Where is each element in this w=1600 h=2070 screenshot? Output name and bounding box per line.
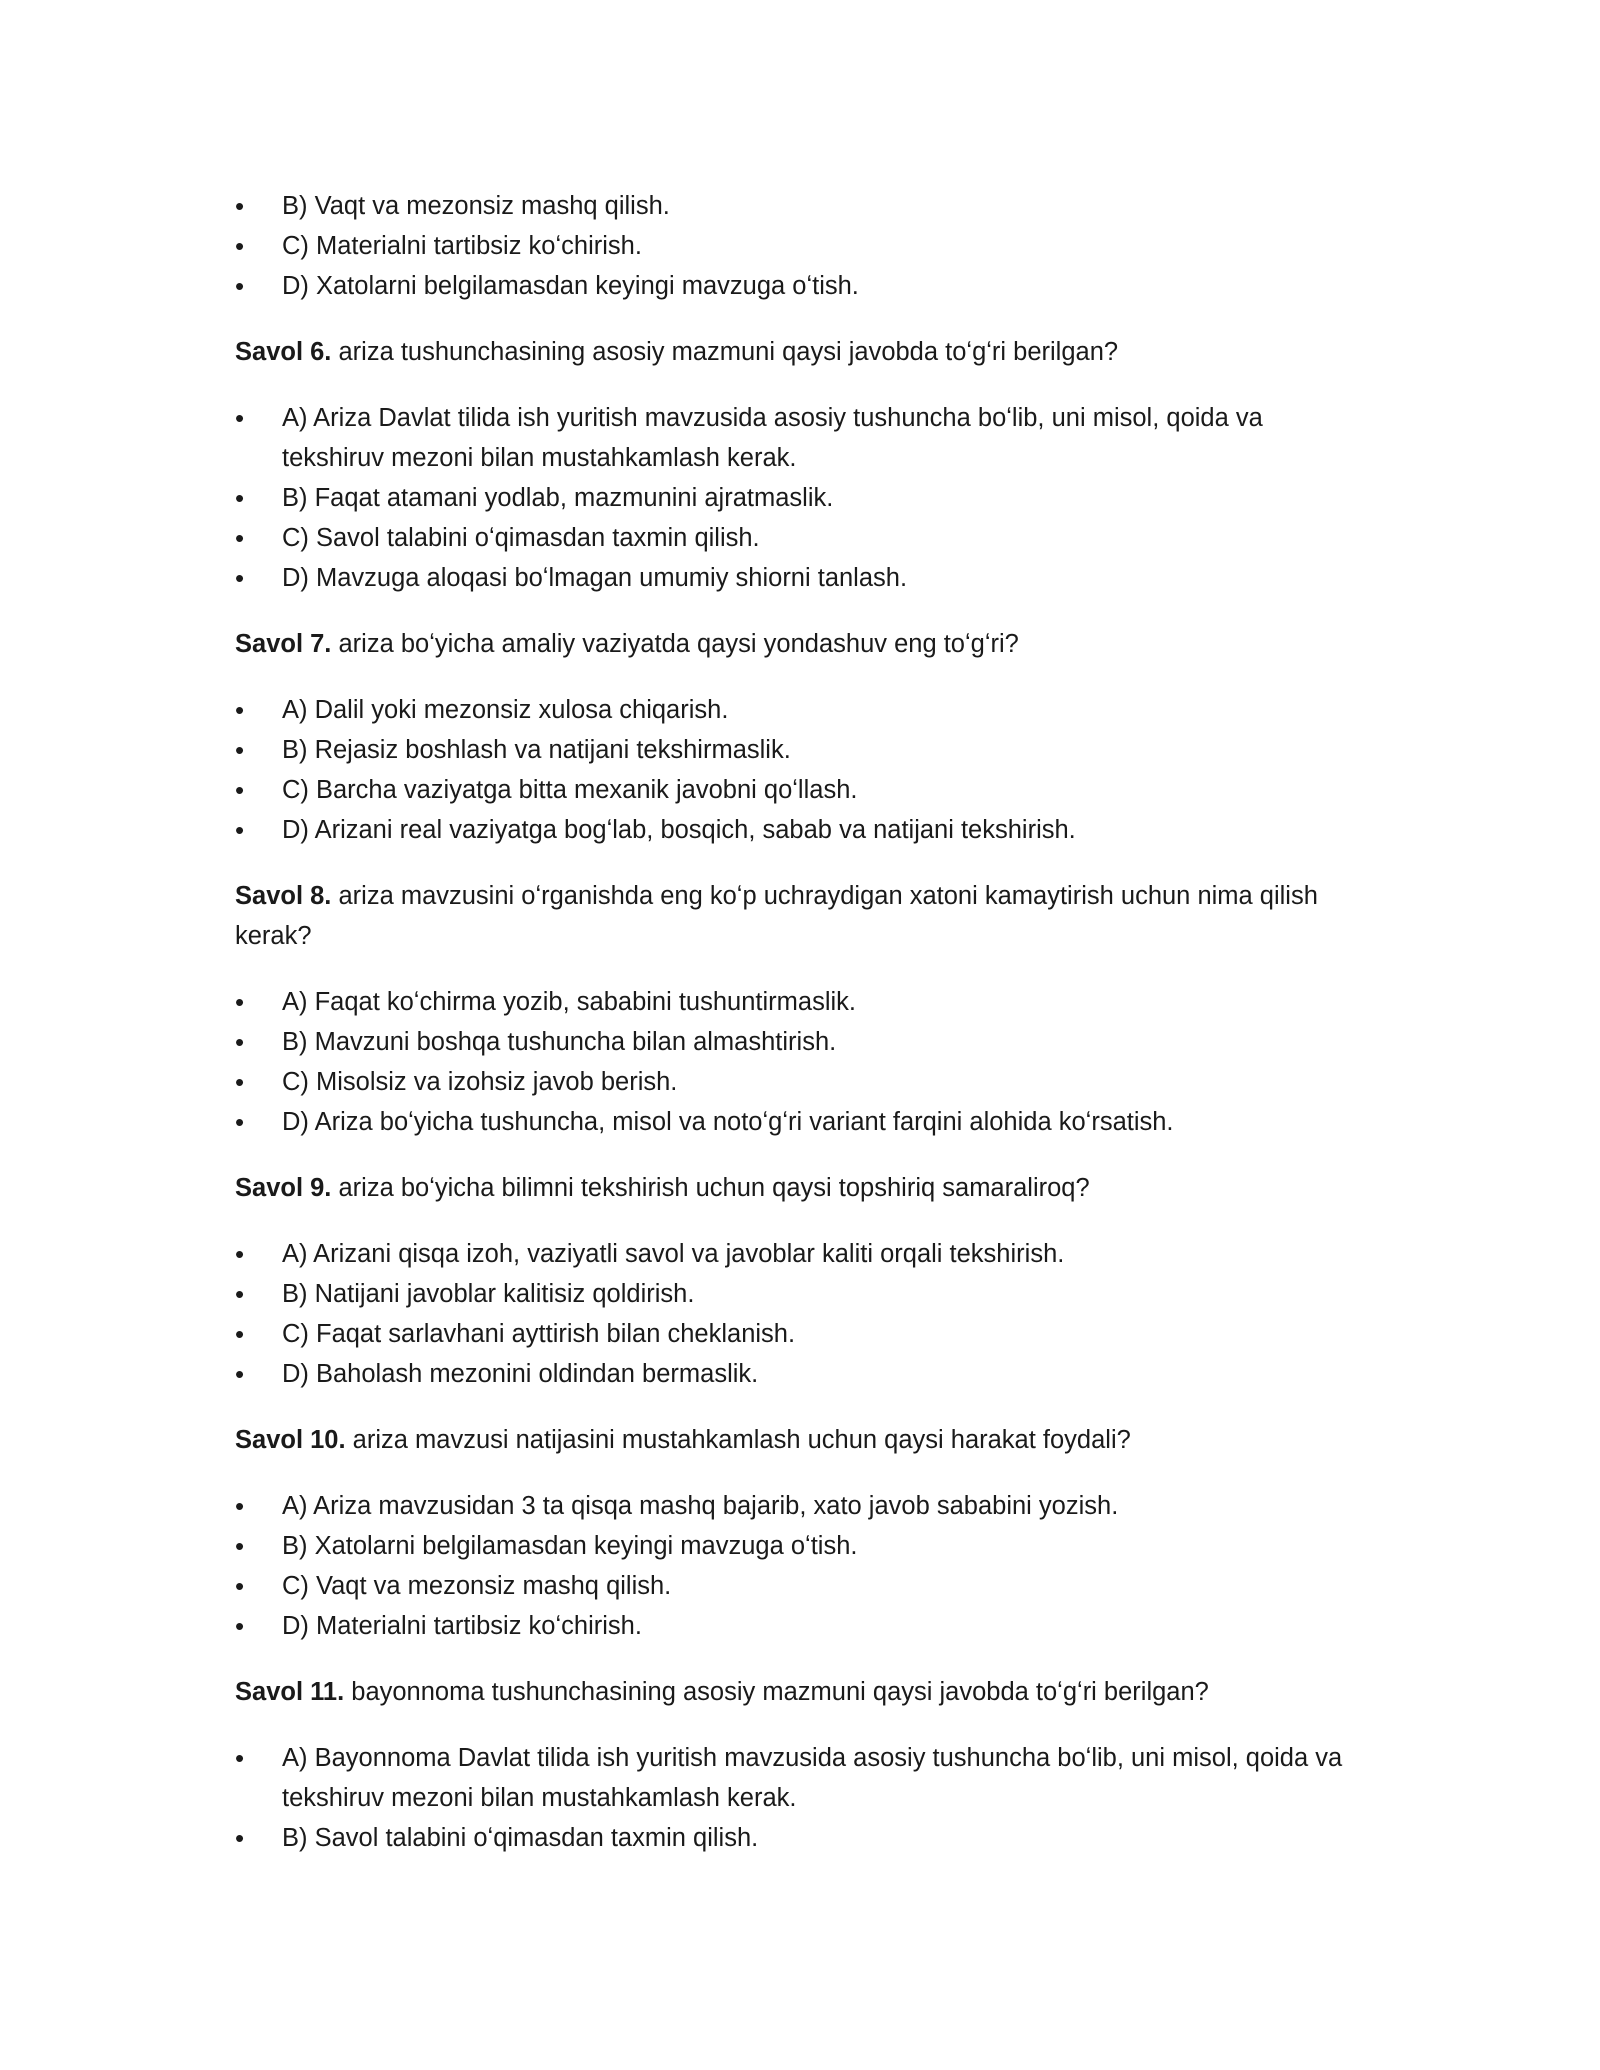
bullet-icon: • bbox=[235, 191, 245, 221]
list-item bbox=[235, 226, 1365, 266]
option-text: D) Arizani real vaziyatga bogʻlab, bosqich, sabab va natijani tekshirish. bbox=[282, 816, 1076, 844]
bullet-icon: • bbox=[235, 695, 245, 725]
bullet-icon: • bbox=[235, 1611, 245, 1641]
option-text: A) Bayonnoma Davlat tilida ish yuritish mavzusida asosiy tushuncha boʻlib, uni misol, qoida va tekshiruv mezoni bilan mustahkamlash kerak. bbox=[282, 1744, 1343, 1812]
option-text: B) Rejasiz boshlash va natijani tekshirmaslik. bbox=[282, 736, 791, 764]
list-item bbox=[235, 558, 1365, 598]
bullet-icon: • bbox=[235, 231, 245, 261]
bullet-icon: • bbox=[235, 1359, 245, 1389]
list-item bbox=[235, 1526, 1365, 1566]
option-text: A) Arizani qisqa izoh, vaziyatli savol va javoblar kaliti orqali tekshirish. bbox=[282, 1240, 1065, 1268]
question-7 bbox=[235, 624, 1365, 664]
list-item bbox=[235, 1738, 1365, 1818]
document-body bbox=[235, 186, 1365, 1858]
list-item bbox=[235, 398, 1365, 478]
question-label: Savol 8. bbox=[235, 882, 332, 910]
question-8 bbox=[235, 876, 1365, 956]
question-label: Savol 11. bbox=[235, 1678, 345, 1706]
option-text: C) Vaqt va mezonsiz mashq qilish. bbox=[282, 1572, 672, 1600]
bullet-icon: • bbox=[235, 775, 245, 805]
bullet-icon: • bbox=[235, 735, 245, 765]
list-item bbox=[235, 478, 1365, 518]
option-text: C) Barcha vaziyatga bitta mexanik javobni qoʻllash. bbox=[282, 776, 858, 804]
option-text: D) Ariza boʻyicha tushuncha, misol va notoʻgʻri variant farqini alohida koʻrsatish. bbox=[282, 1108, 1174, 1136]
bullet-icon: • bbox=[235, 1491, 245, 1521]
option-text: B) Xatolarni belgilamasdan keyingi mavzuga oʻtish. bbox=[282, 1532, 858, 1560]
bullet-icon: • bbox=[235, 815, 245, 845]
bullet-icon: • bbox=[235, 1239, 245, 1269]
list-item bbox=[235, 1314, 1365, 1354]
bullet-icon: • bbox=[235, 563, 245, 593]
question-label: Savol 6. bbox=[235, 338, 332, 366]
option-text: C) Materialni tartibsiz koʻchirish. bbox=[282, 232, 642, 260]
option-text: D) Mavzuga aloqasi boʻlmagan umumiy shiorni tanlash. bbox=[282, 564, 908, 592]
list-item bbox=[235, 1022, 1365, 1062]
option-text: D) Xatolarni belgilamasdan keyingi mavzuga oʻtish. bbox=[282, 272, 859, 300]
option-text: B) Natijani javoblar kalitisiz qoldirish. bbox=[282, 1280, 695, 1308]
list-item bbox=[235, 690, 1365, 730]
list-item bbox=[235, 1606, 1365, 1646]
question-6-options bbox=[235, 398, 1365, 598]
list-item bbox=[235, 1062, 1365, 1102]
bullet-icon: • bbox=[235, 1027, 245, 1057]
bullet-icon: • bbox=[235, 1279, 245, 1309]
list-item bbox=[235, 730, 1365, 770]
bullet-icon: • bbox=[235, 1823, 245, 1853]
bullet-icon: • bbox=[235, 1067, 245, 1097]
option-text: D) Baholash mezonini oldindan bermaslik. bbox=[282, 1360, 759, 1388]
question-9-options bbox=[235, 1234, 1365, 1394]
list-item bbox=[235, 1354, 1365, 1394]
bullet-icon: • bbox=[235, 1319, 245, 1349]
bullet-icon: • bbox=[235, 403, 245, 433]
question-text: ariza mavzusini oʻrganishda eng koʻp uchraydigan xatoni kamaytirish uchun nima qilish kerak? bbox=[235, 882, 1318, 950]
question-label: Savol 10. bbox=[235, 1426, 346, 1454]
list-item bbox=[235, 982, 1365, 1022]
intro-options-list bbox=[235, 186, 1365, 306]
question-text: ariza mavzusi natijasini mustahkamlash uchun qaysi harakat foydali? bbox=[345, 1426, 1131, 1454]
option-text: D) Materialni tartibsiz koʻchirish. bbox=[282, 1612, 642, 1640]
list-item bbox=[235, 1274, 1365, 1314]
option-text: C) Faqat sarlavhani ayttirish bilan cheklanish. bbox=[282, 1320, 796, 1348]
option-text: B) Savol talabini oʻqimasdan taxmin qilish. bbox=[282, 1824, 759, 1852]
option-text: B) Vaqt va mezonsiz mashq qilish. bbox=[282, 192, 670, 220]
bullet-icon: • bbox=[235, 1107, 245, 1137]
option-text: A) Faqat koʻchirma yozib, sababini tushuntirmaslik. bbox=[282, 988, 856, 1016]
bullet-icon: • bbox=[235, 523, 245, 553]
option-text: C) Misolsiz va izohsiz javob berish. bbox=[282, 1068, 678, 1096]
question-label: Savol 9. bbox=[235, 1174, 332, 1202]
question-10-options bbox=[235, 1486, 1365, 1646]
bullet-icon: • bbox=[235, 1743, 245, 1773]
question-text: bayonnoma tushunchasining asosiy mazmuni qaysi javobda toʻgʻri berilgan? bbox=[344, 1678, 1209, 1706]
question-7-options bbox=[235, 690, 1365, 850]
bullet-icon: • bbox=[235, 1531, 245, 1561]
option-text: A) Ariza Davlat tilida ish yuritish mavzusida asosiy tushuncha boʻlib, uni misol, qoida va tekshiruv mezoni bilan mustahkamlash kerak. bbox=[282, 404, 1263, 472]
list-item bbox=[235, 1818, 1365, 1858]
question-8-options bbox=[235, 982, 1365, 1142]
option-text: A) Ariza mavzusidan 3 ta qisqa mashq bajarib, xato javob sababini yozish. bbox=[282, 1492, 1119, 1520]
option-text: B) Faqat atamani yodlab, mazmunini ajratmaslik. bbox=[282, 484, 834, 512]
question-text: ariza boʻyicha amaliy vaziyatda qaysi yondashuv eng toʻgʻri? bbox=[331, 630, 1019, 658]
question-label: Savol 7. bbox=[235, 630, 332, 658]
question-11-options bbox=[235, 1738, 1365, 1858]
bullet-icon: • bbox=[235, 1571, 245, 1601]
list-item bbox=[235, 1566, 1365, 1606]
list-item bbox=[235, 770, 1365, 810]
question-text: ariza boʻyicha bilimni tekshirish uchun qaysi topshiriq samaraliroq? bbox=[331, 1174, 1090, 1202]
list-item bbox=[235, 518, 1365, 558]
option-text: C) Savol talabini oʻqimasdan taxmin qilish. bbox=[282, 524, 760, 552]
question-10 bbox=[235, 1420, 1365, 1460]
list-item bbox=[235, 1102, 1365, 1142]
bullet-icon: • bbox=[235, 483, 245, 513]
question-text: ariza tushunchasining asosiy mazmuni qaysi javobda toʻgʻri berilgan? bbox=[331, 338, 1119, 366]
list-item bbox=[235, 186, 1365, 226]
option-text: A) Dalil yoki mezonsiz xulosa chiqarish. bbox=[282, 696, 729, 724]
bullet-icon: • bbox=[235, 987, 245, 1017]
list-item bbox=[235, 266, 1365, 306]
option-text: B) Mavzuni boshqa tushuncha bilan almashtirish. bbox=[282, 1028, 837, 1056]
list-item bbox=[235, 1234, 1365, 1274]
question-6 bbox=[235, 332, 1365, 372]
list-item bbox=[235, 810, 1365, 850]
bullet-icon: • bbox=[235, 271, 245, 301]
question-9 bbox=[235, 1168, 1365, 1208]
question-11 bbox=[235, 1672, 1365, 1712]
list-item bbox=[235, 1486, 1365, 1526]
